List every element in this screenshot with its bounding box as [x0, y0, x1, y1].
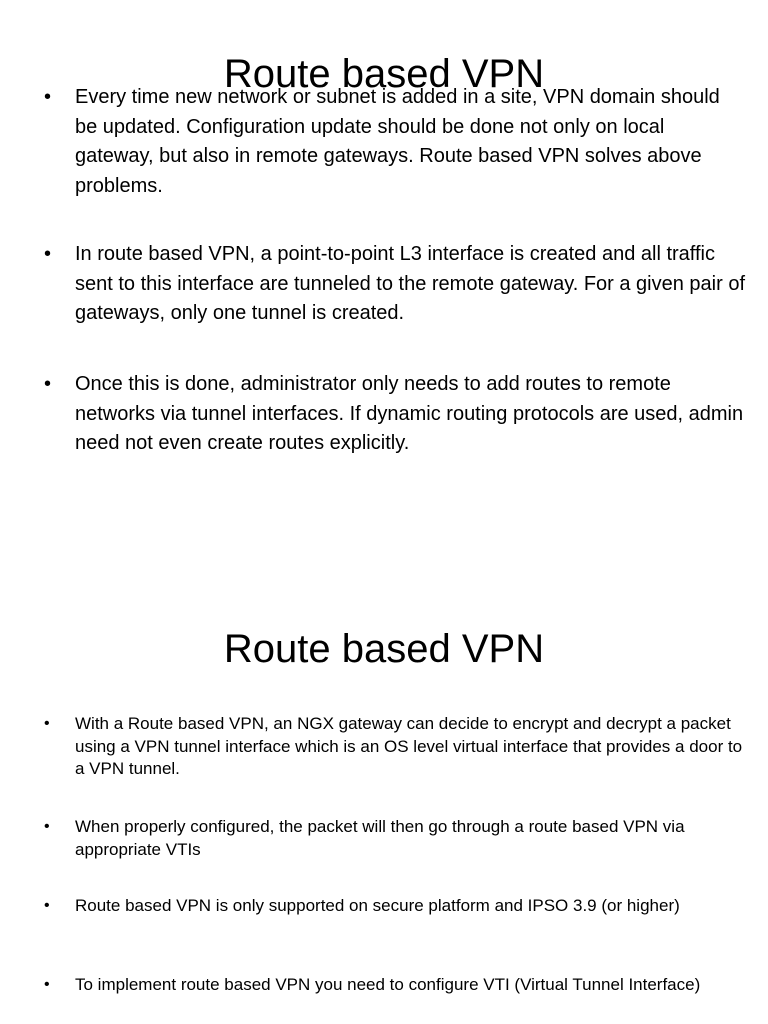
slide-title: Route based VPN — [223, 627, 545, 671]
bullet-text: Every time new network or subnet is added in a site, VPN domain should be updated. Configuration update should be done not only on local gateway, but also in remote gateways. Route based VPN solves above problems. — [75, 86, 720, 197]
slide-2 — [0, 512, 768, 1024]
bullet-text: With a Route based VPN, an NGX gateway can decide to encrypt and decrypt a packet using a VPN tunnel interface which is an OS level virtual interface that provides a door to a VPN tunnel. — [75, 714, 743, 778]
bullet-text: In route based VPN, a point-to-point L3 interface is created and all traffic sent to this interface are tunneled to the remote gateway. For a given pair of gateways, only one tunnel is created. — [75, 243, 746, 324]
bullet-dot-icon: • — [44, 897, 50, 914]
bullet-dot-icon: • — [44, 243, 52, 265]
slide-title: Route based VPN — [223, 52, 545, 96]
bullet-dot-icon: • — [44, 373, 52, 395]
bullet-text: To implement route based VPN you need to configure VTI (Virtual Tunnel Interface) — [75, 975, 701, 994]
bullet-dot-icon: • — [44, 818, 50, 835]
bullet-dot-icon: • — [44, 976, 50, 993]
bullet-text: Once this is done, administrator only needs to add routes to remote networks via tunnel interfaces. If dynamic routing protocols are used, admin need not even create routes explicitly. — [75, 373, 744, 454]
bullet-text: When properly configured, the packet will then go through a route based VPN via appropriate VTIs — [75, 817, 685, 859]
bullet-text: Route based VPN is only supported on secure platform and IPSO 3.9 (or higher) — [75, 896, 680, 915]
bullet-dot-icon: • — [44, 715, 50, 732]
bullet-dot-icon: • — [44, 86, 52, 108]
